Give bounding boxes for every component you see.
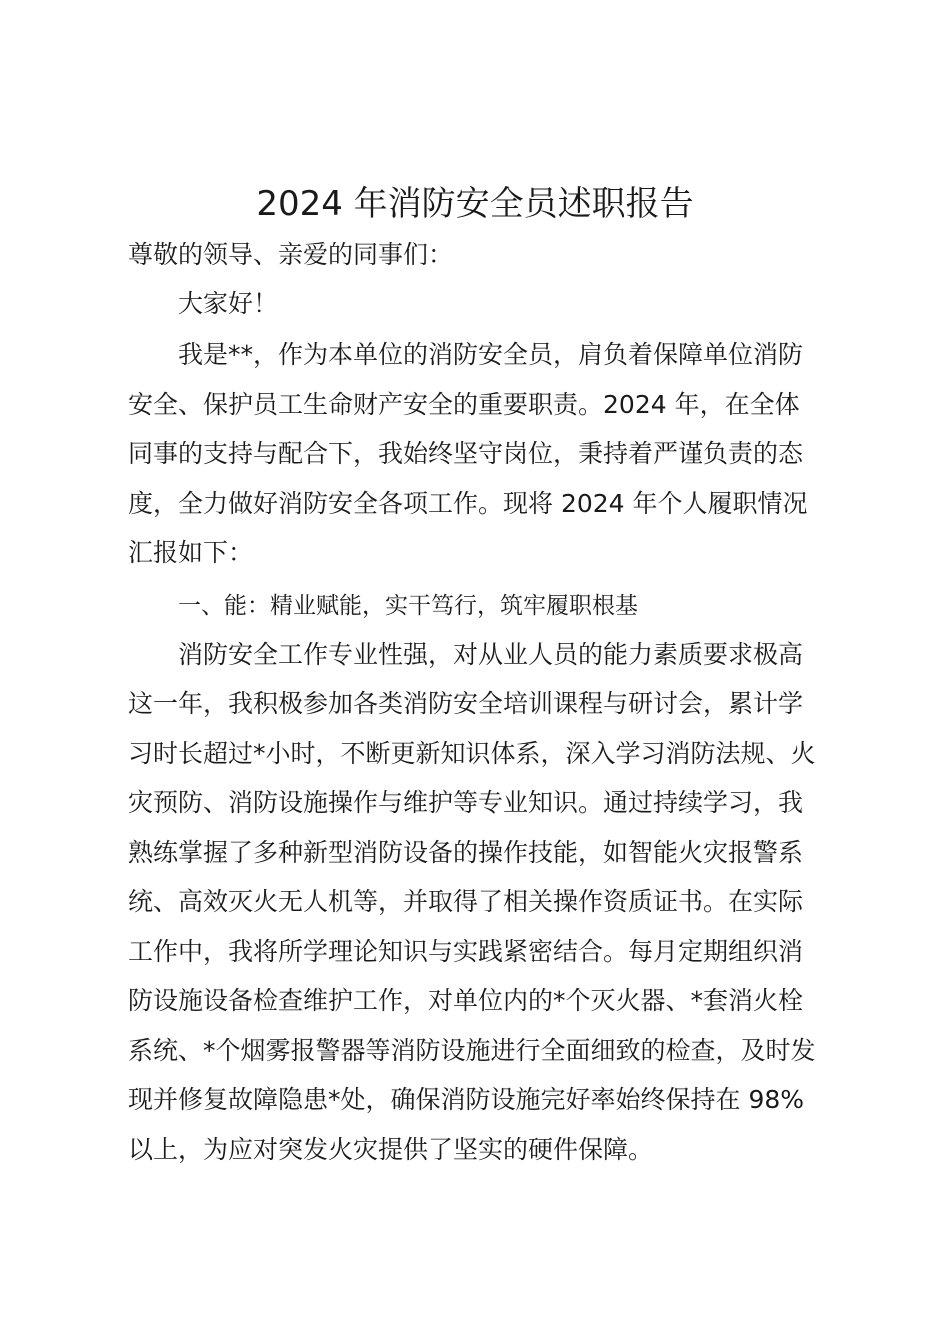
body-line: 工作中，我将所学理论知识与实践紧密结合。每月定期组织消: [128, 937, 804, 966]
body-line: 习时长超过*小时，不断更新知识体系，深入学习消防法规、火: [128, 739, 816, 768]
body-line: 以上，为应对突发火灾提供了坚实的硬件保障。: [128, 1135, 654, 1164]
body-line: 这一年，我积极参加各类消防安全培训课程与研讨会，累计学: [128, 689, 804, 718]
section-heading: 一、能：精业赋能，实干笃行，筑牢履职根基: [178, 593, 638, 619]
intro-line: 安全、保护员工生命财产安全的重要职责。2024 年，在全体: [128, 390, 800, 419]
body-line: 现并修复故障隐患*处，确保消防设施完好率始终保持在 98%: [128, 1085, 805, 1114]
intro-line: 汇报如下：: [128, 538, 254, 567]
intro-line: 我是**，作为本单位的消防安全员，肩负着保障单位消防: [178, 340, 804, 369]
body-line: 消防安全工作专业性强，对从业人员的能力素质要求极高: [178, 640, 804, 669]
body-line: 熟练掌握了多种新型消防设备的操作技能，如智能火灾报警系: [128, 838, 804, 867]
intro-line: 度，全力做好消防安全各项工作。现将 2024 年个人履职情况: [128, 489, 808, 518]
body-line: 系统、*个烟雾报警器等消防设施进行全面细致的检查，及时发: [128, 1036, 816, 1065]
document-title: 2024 年消防安全员述职报告: [256, 184, 694, 224]
body-line: 统、高效灭火无人机等，并取得了相关操作资质证书。在实际: [128, 887, 804, 916]
body-line: 灾预防、消防设施操作与维护等专业知识。通过持续学习，我: [128, 788, 804, 817]
greeting: 大家好！: [178, 289, 279, 318]
body-line: 防设施设备检查维护工作，对单位内的*个灭火器、*套消火栓: [128, 986, 804, 1015]
salutation: 尊敬的领导、亲爱的同事们：: [128, 240, 454, 269]
intro-line: 同事的支持与配合下，我始终坚守岗位，秉持着严谨负责的态: [128, 439, 804, 468]
